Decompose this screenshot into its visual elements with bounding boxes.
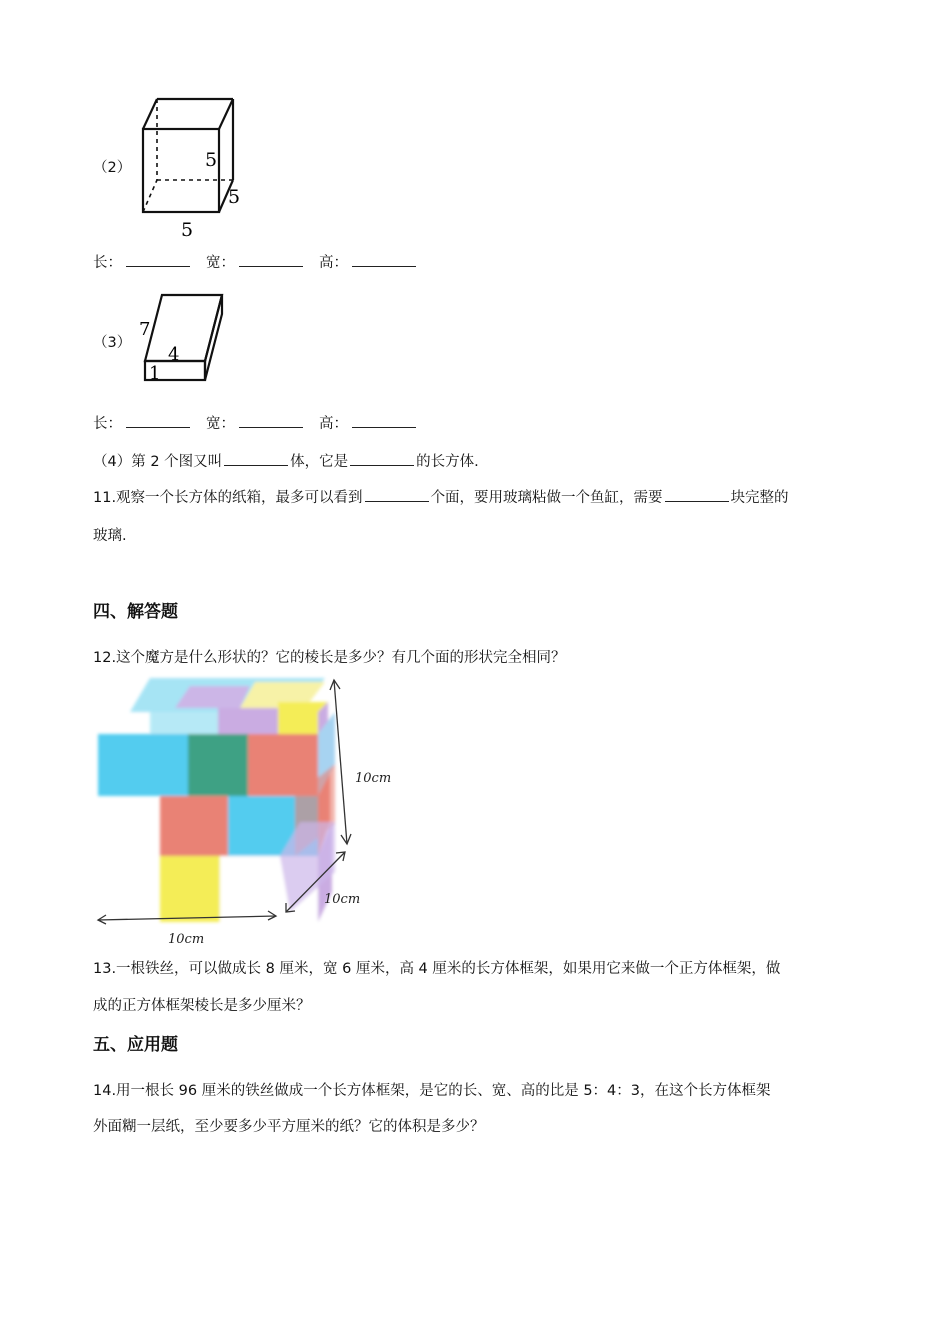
item3-width-label: 宽：: [206, 416, 235, 432]
item3-answer-line: [93, 412, 418, 433]
q11-line-1: [93, 486, 789, 507]
item2-length-label: 长：: [93, 255, 122, 271]
item3-width-blank[interactable]: [239, 413, 303, 428]
item3-number: （3）: [93, 335, 132, 351]
item2-height-label: 高：: [319, 255, 348, 271]
item3-length-blank[interactable]: [126, 413, 190, 428]
section-4-title: 四、解答题: [93, 602, 178, 622]
cube-width-label: 10cm: [168, 932, 205, 947]
rubiks-cube-figure: [90, 672, 400, 952]
item2-answer-line: [93, 251, 418, 272]
item3-height-label: 高：: [319, 416, 348, 432]
q11-part2: 个面，要用玻璃粘做一个鱼缸，需要: [430, 490, 663, 506]
item2-length-blank[interactable]: [126, 252, 190, 267]
item2-height-blank[interactable]: [352, 252, 416, 267]
cube2-front-dim: 5: [205, 149, 218, 171]
q11-part1: 11.观察一个长方体的纸箱，最多可以看到: [93, 490, 363, 506]
q11-blank-1[interactable]: [365, 487, 429, 502]
item3-length-label: 长：: [93, 416, 122, 432]
item4-prefix: （4）第 2 个图又叫: [93, 454, 223, 470]
q13-line-2: 成的正方体框架棱长是多少厘米？: [93, 998, 311, 1014]
cube2-bottom-dim: 5: [181, 219, 194, 241]
q12-text: 12.这个魔方是什么形状的？它的棱长是多少？有几个面的形状完全相同？: [93, 650, 566, 666]
q11-blank-2[interactable]: [665, 487, 729, 502]
cuboid3-height-dim: 7: [139, 319, 151, 340]
q13-line-1: 13.一根铁丝，可以做成长 8 厘米，宽 6 厘米，高 4 厘米的长方体框架，如果用它来做一个正方体框架，做: [93, 961, 781, 977]
section-5-title: 五、应用题: [93, 1035, 178, 1055]
cuboid3-width-dim: 4: [168, 344, 180, 365]
item3-height-blank[interactable]: [352, 413, 416, 428]
cube2-side-dim: 5: [228, 186, 241, 208]
item4-suffix: 的长方体.: [416, 454, 479, 470]
item4-blank-2[interactable]: [350, 451, 414, 466]
item4-blank-1[interactable]: [224, 451, 288, 466]
cuboid3-thick-dim: 1: [149, 363, 161, 384]
q11-line-2: 玻璃.: [93, 528, 127, 544]
item4-line: [93, 450, 479, 471]
q14-line-2: 外面糊一层纸，至少要多少平方厘米的纸？它的体积是多少？: [93, 1119, 485, 1135]
q11-part3: 块完整的: [730, 490, 789, 506]
cube-height-label: 10cm: [355, 771, 392, 786]
item4-mid: 体，它是: [290, 454, 349, 470]
item2-width-label: 宽：: [206, 255, 235, 271]
item2-width-blank[interactable]: [239, 252, 303, 267]
cube-figure-2: [135, 92, 250, 242]
q14-line-1: 14.用一根长 96 厘米的铁丝做成一个长方体框架，是它的长、宽、高的比是 5：4：3，在这个长方体框架: [93, 1083, 771, 1099]
cuboid-figure-3: [135, 290, 235, 386]
item2-number: （2）: [93, 160, 132, 176]
cube-depth-label: 10cm: [324, 892, 361, 907]
